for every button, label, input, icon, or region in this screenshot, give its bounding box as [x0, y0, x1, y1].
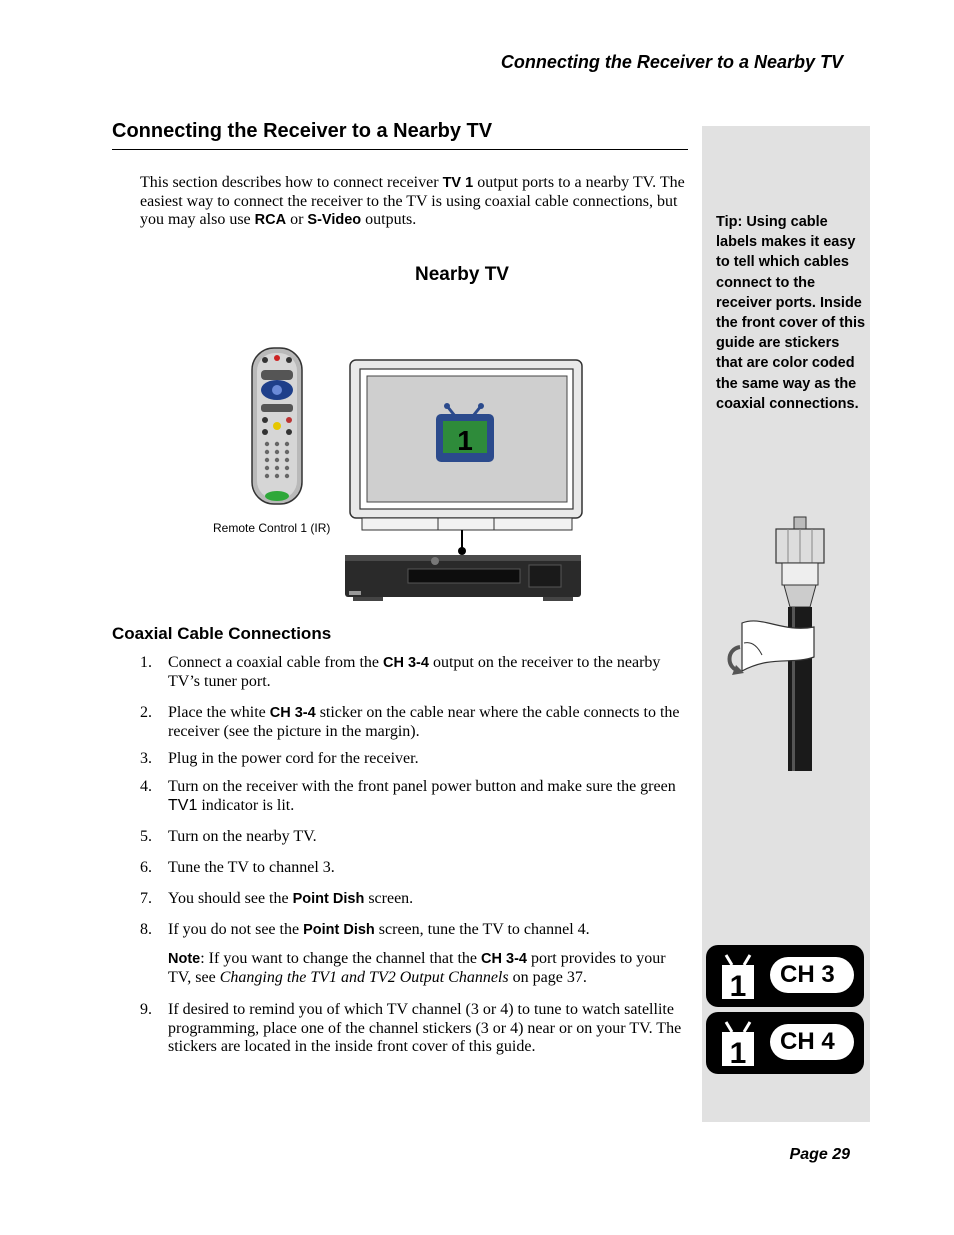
tip-text: Tip: Using cable labels makes it easy to tell which cables connect to the receiver ports. Inside the front cover of this guide are stickers that are color coded the same way as the coaxial connections.: [716, 214, 866, 412]
coaxial-cable-icon: [722, 515, 834, 777]
title-rule: [112, 149, 688, 150]
sticker-label: CH 4: [770, 1024, 854, 1060]
svg-text:1: 1: [729, 970, 747, 1001]
ch3-sticker: [706, 945, 864, 1007]
intro-paragraph: This section describes how to connect receiver TV 1 output ports to a nearby TV. The easiest way to connect the receiver to the TV is using coaxial cable connections, but you may also use RCA or S-Video outputs.: [140, 174, 685, 229]
subhead-coaxial: Coaxial Cable Connections: [112, 624, 332, 643]
sticker-label: CH 3: [770, 957, 854, 993]
tv-channel-badge: 1: [457, 425, 473, 456]
tv-icon: [718, 951, 758, 1001]
page-number: Page 29: [789, 1146, 850, 1163]
tv-icon: [350, 360, 582, 530]
section-title: Connecting the Receiver to a Nearby TV: [112, 120, 493, 142]
svg-text:1: 1: [729, 1037, 747, 1068]
remote-control-icon: [252, 348, 302, 504]
ch4-sticker: [706, 1012, 864, 1074]
note-paragraph: Note: If you want to change the channel that the CH 3-4 port provides to your TV, see Changing the TV1 and TV2 Output Channels on page 37.: [168, 950, 666, 986]
remote-caption: Remote Control 1 (IR): [213, 521, 331, 535]
receiver-icon: [345, 555, 581, 601]
tv-icon: [718, 1018, 758, 1068]
running-head: Connecting the Receiver to a Nearby TV: [500, 52, 843, 72]
figure-title: Nearby TV: [415, 264, 509, 285]
connection-figure: [205, 340, 605, 605]
